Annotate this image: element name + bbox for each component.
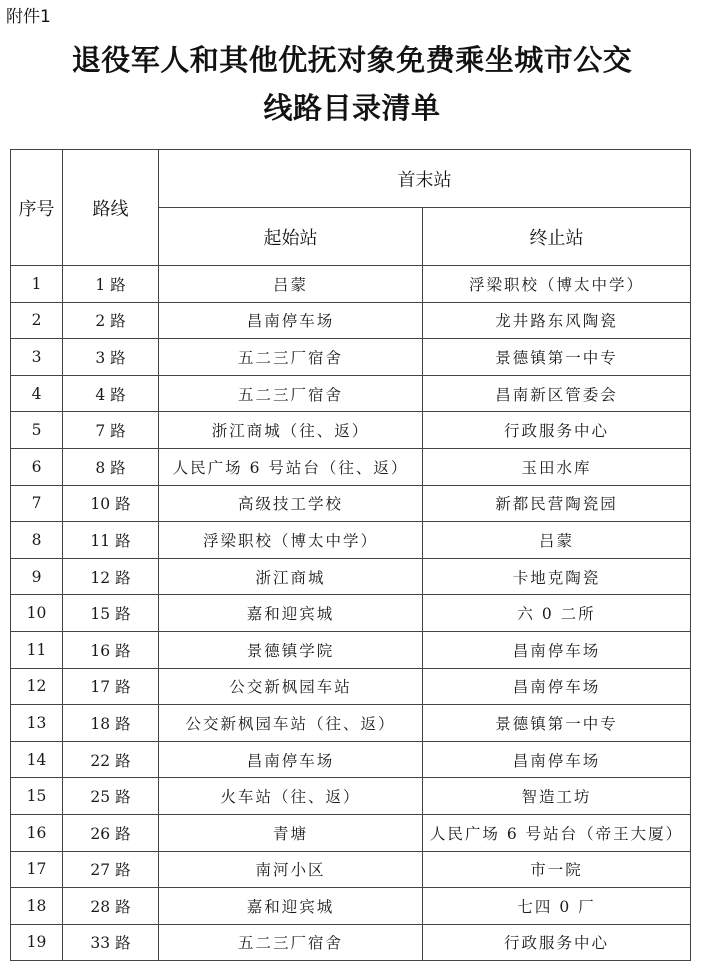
cell-no: 8	[11, 522, 63, 559]
cell-no: 13	[11, 705, 63, 742]
cell-start: 昌南停车场	[159, 741, 423, 778]
cell-no: 3	[11, 339, 63, 376]
cell-no: 12	[11, 668, 63, 705]
cell-route: 8 路	[63, 448, 159, 485]
cell-no: 2	[11, 302, 63, 339]
cell-start: 火车站（往、返）	[159, 778, 423, 815]
header-start: 起始站	[159, 208, 423, 266]
cell-no: 5	[11, 412, 63, 449]
table-row	[11, 741, 691, 778]
cell-end: 昌南停车场	[423, 631, 691, 668]
cell-end: 市一院	[423, 851, 691, 888]
cell-route: 16 路	[63, 631, 159, 668]
cell-route: 2 路	[63, 302, 159, 339]
cell-start: 昌南停车场	[159, 302, 423, 339]
cell-no: 18	[11, 888, 63, 925]
document-title-line-1: 退役军人和其他优抚对象免费乘坐城市公交	[71, 43, 633, 77]
cell-end: 玉田水库	[423, 448, 691, 485]
table-row	[11, 631, 691, 668]
cell-no: 17	[11, 851, 63, 888]
cell-route: 7 路	[63, 412, 159, 449]
cell-route: 22 路	[63, 741, 159, 778]
cell-end: 昌南新区管委会	[423, 375, 691, 412]
cell-end: 七四 0 厂	[423, 888, 691, 925]
table-row	[11, 485, 691, 522]
table-row	[11, 375, 691, 412]
table-row	[11, 888, 691, 925]
cell-end: 六 0 二所	[423, 595, 691, 632]
cell-end: 昌南停车场	[423, 741, 691, 778]
table-row	[11, 522, 691, 559]
cell-start: 浙江商城（往、返）	[159, 412, 423, 449]
table-row	[11, 814, 691, 851]
table-row	[11, 448, 691, 485]
cell-route: 27 路	[63, 851, 159, 888]
table-row	[11, 851, 691, 888]
cell-start: 人民广场 6 号站台（往、返）	[159, 448, 423, 485]
cell-start: 五二三厂宿舍	[159, 924, 423, 961]
cell-no: 14	[11, 741, 63, 778]
cell-start: 青塘	[159, 814, 423, 851]
cell-start: 嘉和迎宾城	[159, 888, 423, 925]
cell-end: 行政服务中心	[423, 924, 691, 961]
cell-route: 4 路	[63, 375, 159, 412]
table-row	[11, 705, 691, 742]
header-no: 序号	[11, 150, 63, 266]
cell-no: 6	[11, 448, 63, 485]
route-table-body	[11, 266, 691, 961]
cell-start: 嘉和迎宾城	[159, 595, 423, 632]
table-row	[11, 412, 691, 449]
cell-route: 11 路	[63, 522, 159, 559]
cell-route: 12 路	[63, 558, 159, 595]
header-route: 路线	[63, 150, 159, 266]
cell-route: 10 路	[63, 485, 159, 522]
cell-no: 1	[11, 266, 63, 303]
cell-no: 4	[11, 375, 63, 412]
cell-start: 高级技工学校	[159, 485, 423, 522]
table-row	[11, 924, 691, 961]
cell-end: 浮梁职校（博太中学）	[423, 266, 691, 303]
cell-start: 公交新枫园车站（往、返）	[159, 705, 423, 742]
cell-start: 南河小区	[159, 851, 423, 888]
cell-end: 行政服务中心	[423, 412, 691, 449]
annex-label: 附件1	[6, 7, 51, 27]
header-terminals: 首末站	[159, 150, 691, 208]
cell-end: 景德镇第一中专	[423, 705, 691, 742]
cell-route: 28 路	[63, 888, 159, 925]
cell-start: 浙江商城	[159, 558, 423, 595]
cell-start: 五二三厂宿舍	[159, 339, 423, 376]
cell-start: 公交新枫园车站	[159, 668, 423, 705]
cell-end: 卡地克陶瓷	[423, 558, 691, 595]
cell-start: 景德镇学院	[159, 631, 423, 668]
table-row	[11, 558, 691, 595]
cell-route: 26 路	[63, 814, 159, 851]
cell-route: 18 路	[63, 705, 159, 742]
cell-no: 9	[11, 558, 63, 595]
route-table	[10, 149, 691, 961]
table-row	[11, 302, 691, 339]
table-row	[11, 595, 691, 632]
header-end: 终止站	[423, 208, 691, 266]
cell-route: 17 路	[63, 668, 159, 705]
cell-start: 浮梁职校（博太中学）	[159, 522, 423, 559]
cell-end: 吕蒙	[423, 522, 691, 559]
table-row	[11, 339, 691, 376]
cell-end: 人民广场 6 号站台（帝王大厦）	[423, 814, 691, 851]
cell-route: 33 路	[63, 924, 159, 961]
cell-route: 1 路	[63, 266, 159, 303]
cell-end: 龙井路东风陶瓷	[423, 302, 691, 339]
cell-route: 3 路	[63, 339, 159, 376]
cell-end: 昌南停车场	[423, 668, 691, 705]
table-row	[11, 778, 691, 815]
cell-no: 19	[11, 924, 63, 961]
cell-no: 10	[11, 595, 63, 632]
cell-start: 吕蒙	[159, 266, 423, 303]
table-row	[11, 266, 691, 303]
document-title-line-2: 线路目录清单	[263, 91, 441, 125]
table-row	[11, 668, 691, 705]
cell-route: 15 路	[63, 595, 159, 632]
cell-start: 五二三厂宿舍	[159, 375, 423, 412]
cell-no: 11	[11, 631, 63, 668]
cell-end: 智造工坊	[423, 778, 691, 815]
cell-end: 景德镇第一中专	[423, 339, 691, 376]
cell-no: 7	[11, 485, 63, 522]
cell-no: 15	[11, 778, 63, 815]
cell-route: 25 路	[63, 778, 159, 815]
cell-no: 16	[11, 814, 63, 851]
cell-end: 新都民营陶瓷园	[423, 485, 691, 522]
